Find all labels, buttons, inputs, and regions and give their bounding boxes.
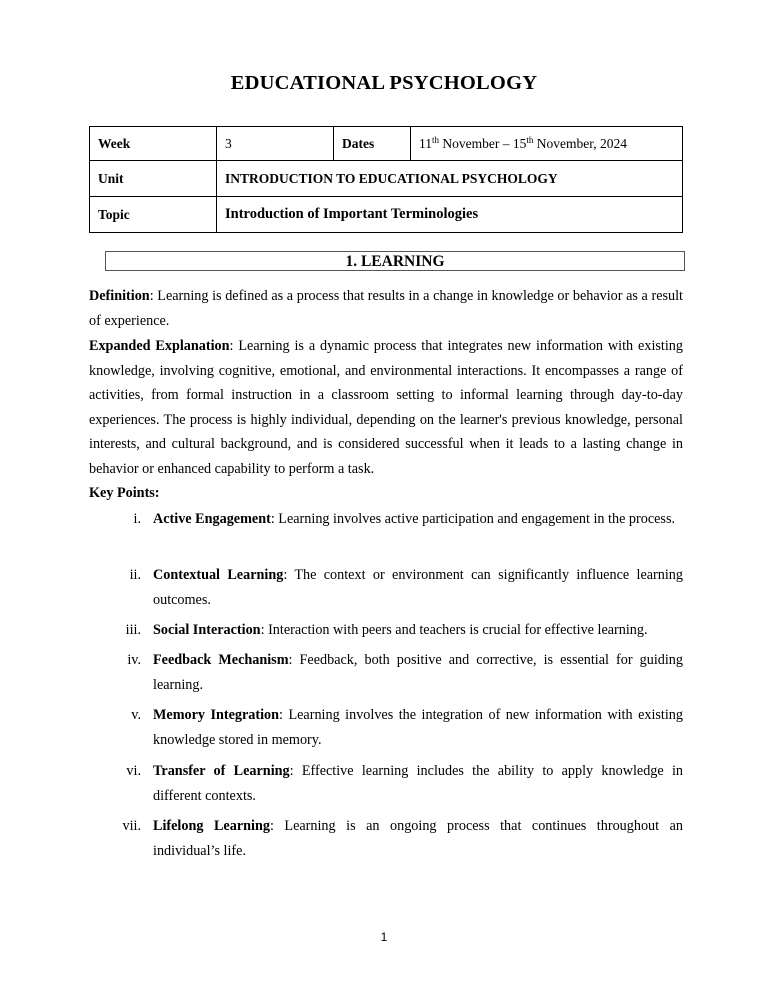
- topic-value: Introduction of Important Terminologies: [217, 197, 683, 233]
- definition-paragraph: [89, 284, 683, 333]
- topic-row: [90, 197, 683, 233]
- dates-value: [411, 127, 683, 161]
- dates-label: Dates: [334, 127, 411, 161]
- definition-text: : Learning is defined as a process that results in a change in knowledge or behavior as a result of experience.: [89, 288, 683, 329]
- unit-row: [90, 161, 683, 197]
- list-item-text: Social Interaction: Interaction with peers and teachers is crucial for effective learning.: [153, 622, 648, 638]
- list-item-text: Contextual Learning: The context or environment can significantly influence learning outcomes.: [153, 567, 683, 608]
- dates-start-month: November –: [439, 135, 513, 151]
- list-item-number: iii.: [125, 622, 141, 638]
- document-title: EDUCATIONAL PSYCHOLOGY: [230, 72, 538, 94]
- section-heading: 1. LEARNING: [105, 251, 685, 271]
- dates-end-rest: November, 2024: [533, 135, 627, 151]
- list-item-text: Active Engagement: Learning involves active participation and engagement in the process.: [153, 511, 676, 527]
- dates-start-day: 11: [419, 135, 432, 151]
- list-item-text: Memory Integration: Learning involves the integration of new information with existing knowledge stored in memory.: [153, 707, 683, 748]
- key-points-heading: Key Points:: [89, 485, 160, 501]
- expanded-text: : Learning is a dynamic process that integrates new information with existing knowledge, involving cognitive, emotional, and environmental interactions. It encompasses a range of activities, from formal instruction in a classroom setting to informal learning through day-to-day experiences. The process is highly individual, depending on the learner's previous knowledge, personal interests, and cultural background, and is considered successful when it leads to a lasting change in behavior or enhanced capability to perform a task.: [89, 338, 683, 477]
- course-info-table: [89, 126, 683, 233]
- list-item-number: v.: [131, 707, 141, 723]
- expanded-label: Expanded Explanation: [89, 338, 230, 354]
- list-item-number: i.: [133, 511, 141, 527]
- week-value: 3: [217, 127, 334, 161]
- dates-end-day: 15: [512, 135, 527, 151]
- unit-value: INTRODUCTION TO EDUCATIONAL PSYCHOLOGY: [217, 161, 683, 197]
- week-label: Week: [90, 127, 217, 161]
- definition-label: Definition: [89, 288, 150, 304]
- dates-start-sup: th: [432, 134, 440, 145]
- list-item-number: vii.: [122, 818, 141, 834]
- page-number: 1: [380, 930, 388, 944]
- list-item-text: Feedback Mechanism: Feedback, both positive and corrective, is essential for guiding learning.: [153, 652, 683, 693]
- list-item-text: Transfer of Learning: Effective learning includes the ability to apply knowledge in different contexts.: [153, 763, 684, 804]
- dates-end-sup: th: [526, 134, 534, 145]
- week-row: [90, 127, 683, 161]
- list-item-number: vi.: [126, 763, 141, 779]
- list-item-text: Lifelong Learning: Learning is an ongoing process that continues throughout an individual’s life.: [153, 818, 683, 859]
- topic-label: Topic: [90, 197, 217, 233]
- unit-label: Unit: [90, 161, 217, 197]
- list-item-number: ii.: [129, 567, 141, 583]
- expanded-paragraph: [89, 334, 683, 482]
- list-item-number: iv.: [127, 652, 141, 668]
